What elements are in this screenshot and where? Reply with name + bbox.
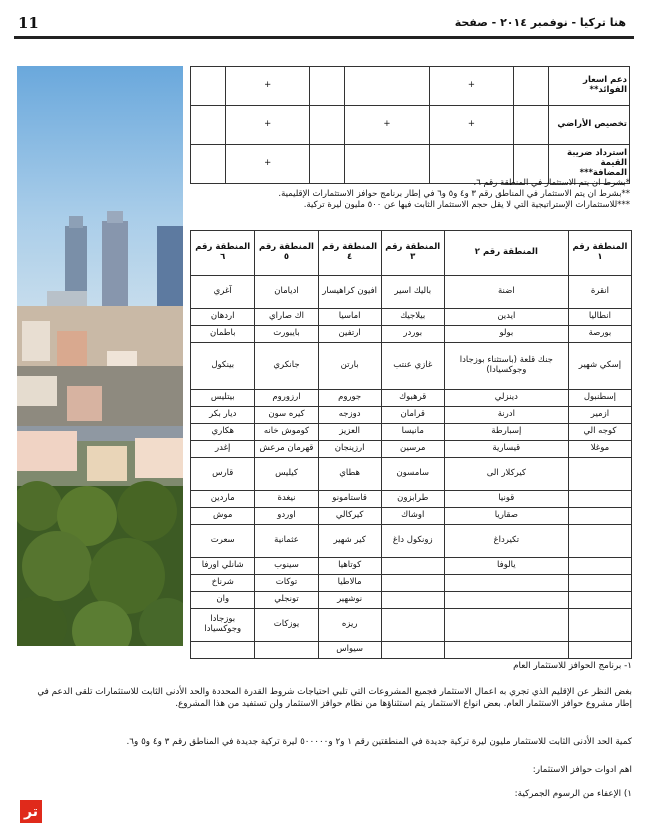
section-heading: ١- برنامج الحوافز للاستثمار العام [513,661,632,671]
table-cell: قونيا [444,491,568,508]
table-row [191,441,632,458]
table-cell: تكيرداغ [444,525,568,558]
table-cell: بوزجادا وجوكسيادا [191,609,255,642]
table-cell: اضنة [444,276,568,309]
table-cell: ازمير [568,407,631,424]
table-cell [568,491,631,508]
column-header: المنطقة رقم ١ [568,231,631,276]
table-cell: إسكي شهير [568,343,631,390]
table-cell: بيتليس [191,390,255,407]
table-row [191,326,632,343]
table-cell: وان [191,592,255,609]
row-label: دعم اسعار الفوائد** [549,67,630,106]
table-cell: كيليس [255,458,318,491]
table-cell [381,558,444,575]
table-cell: شانلي اورفا [191,558,255,575]
table-cell: ارزوروم [255,390,318,407]
table-cell: + [429,106,513,145]
table-cell: طرابزون [381,491,444,508]
table-cell: بولو [444,326,568,343]
column-header: المنطقة رقم ٤ [318,231,381,276]
table-cell: العزيز [318,424,381,441]
footnotes [190,178,630,211]
table-cell: اماسيا [318,309,381,326]
table-cell: دينزلي [444,390,568,407]
table-cell: قيسارية [444,441,568,458]
table-cell: مرسين [381,441,444,458]
table-cell: كيره سون [255,407,318,424]
table-cell: انطاليا [568,309,631,326]
table-cell [191,642,255,659]
table-cell: كوجه الي [568,424,631,441]
table-cell: بيلاجيك [381,309,444,326]
table-row [191,642,632,659]
table-cell [444,592,568,609]
istanbul-skyline-photo [17,66,183,646]
table-cell: جوروم [318,390,381,407]
table-cell: إغدر [191,441,255,458]
table-row [191,407,632,424]
table-cell: موش [191,508,255,525]
column-header: المنطقة رقم ٥ [255,231,318,276]
table-cell [191,67,226,106]
regions-table [190,230,632,659]
incentives-table [190,66,630,184]
table-cell: ارتفين [318,326,381,343]
table-cell: قاستامونو [318,491,381,508]
table-cell: افيون كراهيسار [318,276,381,309]
table-row [191,558,632,575]
column-header: المنطقة رقم ٦ [191,231,255,276]
table-cell: سعرت [191,525,255,558]
table-cell: ماردين [191,491,255,508]
table-cell: سينوب [255,558,318,575]
table-cell [345,67,429,106]
paragraph: كمية الحد الأدنى الثابت للاستثمار مليون ليرة تركية جديدة في المنطقتين رقم ١ و٢ و٥٠٠٠٠٠ ليرة تركية جديدة في المناطق رقم ٣ و٤ و٥ و٦. [126,737,632,747]
table-cell: + [345,106,429,145]
column-header: المنطقة رقم ٣ [381,231,444,276]
table-row [191,309,632,326]
table-cell: باليك اسير [381,276,444,309]
table-cell: غازي عنتب [381,343,444,390]
table-cell: كيركلار الى [444,458,568,491]
table-row [191,67,630,106]
table-cell: كيركالي [318,508,381,525]
table-cell [514,106,549,145]
table-cell [568,558,631,575]
table-row [191,592,632,609]
table-row [191,276,632,309]
table-cell: جنك قلعة (باستثناء بوزجادا وجوكسيادا) [444,343,568,390]
table-cell: باطمان [191,326,255,343]
table-cell: نيغدة [255,491,318,508]
table-cell: مانيسا [381,424,444,441]
table-cell: تونجلي [255,592,318,609]
table-cell [381,575,444,592]
table-cell: نوشهير [318,592,381,609]
header-title: هنا تركيا - نوفمبر ٢٠١٤ - صفحة [454,16,626,29]
row-label: تخصيص الأراضي [549,106,630,145]
table-cell: قرامان [381,407,444,424]
table-cell: اردهان [191,309,255,326]
table-cell: إسبارطة [444,424,568,441]
table-cell: مالاطيا [318,575,381,592]
table-cell [191,106,226,145]
table-cell: ارزينجان [318,441,381,458]
table-cell: اوردو [255,508,318,525]
table-cell: كوموش خانه [255,424,318,441]
table-cell: جانكري [255,343,318,390]
table-cell: هطاي [318,458,381,491]
table-cell: بورصة [568,326,631,343]
table-row [191,575,632,592]
table-cell [568,592,631,609]
table-cell [310,67,345,106]
table-cell [310,106,345,145]
column-header: المنطقة رقم ٢ [444,231,568,276]
table-cell [514,67,549,106]
table-cell: بينكول [191,343,255,390]
table-header-row [191,231,632,276]
table-row [191,458,632,491]
paragraph: اهم ادوات حوافز الاستثمار: [532,765,632,775]
table-cell: + [225,106,309,145]
table-row [191,343,632,390]
table-cell: انقرة [568,276,631,309]
table-cell: قرهبوك [381,390,444,407]
magazine-logo: تر [20,800,42,823]
table-cell [381,592,444,609]
table-cell: اك صاراي [255,309,318,326]
page-number: 11 [18,14,39,32]
table-cell: ايدين [444,309,568,326]
table-row [191,609,632,642]
paragraph: بغض النظر عن الإقليم الذي تجري به اعمال الاستثمار فجميع المشروعات التي تلبي احتياجات شروط القدرة المحددة والحد الأدنى الثابت للاستثمارات تلقى الدعم في إطار مشروع حوافز الاستثمار العام. بعض انواع الاستثمار يتم استثناؤها من نظام حوافز الاستثمار ولن تستفيد من هذا المشروع. [37,687,632,709]
table-cell: اديامان [255,276,318,309]
table-row [191,491,632,508]
table-cell [444,609,568,642]
footnote: *بشرط ان يتم الاستثمار في المنطقة رقم ٦. [473,178,630,188]
table-cell: إسطنبول [568,390,631,407]
paragraph: ١) الإعفاء من الرسوم الجمركية: [514,789,632,799]
table-cell [444,642,568,659]
table-cell [381,642,444,659]
table-cell: كير شهير [318,525,381,558]
footnote: **بشرط ان يتم الاستثمار في المناطق رقم ٣ و٤ و٥ و٦ في إطار برنامج حوافز الاستثمارات الإقليمية. [278,189,630,199]
table-cell [568,609,631,642]
table-cell: ريزه [318,609,381,642]
table-cell: موغلا [568,441,631,458]
table-cell [568,508,631,525]
table-cell: كوتاهيا [318,558,381,575]
table-cell [568,575,631,592]
table-cell: توكات [255,575,318,592]
table-cell: آغري [191,276,255,309]
table-cell: دوزجه [318,407,381,424]
table-cell: صقاريا [444,508,568,525]
table-cell: ديار بكر [191,407,255,424]
table-row [191,390,632,407]
table-cell: زونكول داغ [381,525,444,558]
table-cell: سيواس [318,642,381,659]
table-cell [255,642,318,659]
table-cell: اوشاك [381,508,444,525]
table-cell: + [429,67,513,106]
table-cell: بايبورت [255,326,318,343]
table-cell: + [225,145,309,184]
table-cell [381,609,444,642]
table-cell: قارس [191,458,255,491]
table-cell: قهرمان مرعش [255,441,318,458]
table-row [191,508,632,525]
footnote: ***للاستثمارات الإستراتيجية التي لا يقل حجم الاستثمار الثابت فيها عن ٥٠٠ مليون ليرة تركية. [303,200,630,210]
table-cell [444,575,568,592]
table-cell: هكاري [191,424,255,441]
row-label: استرداد ضريبة القيمة المضافة*** [549,145,630,184]
table-cell: عثمانية [255,525,318,558]
table-cell: بوردر [381,326,444,343]
table-cell: سامسون [381,458,444,491]
table-row [191,106,630,145]
table-cell [568,458,631,491]
page-header [14,8,634,39]
table-row [191,525,632,558]
table-cell [568,525,631,558]
table-row [191,424,632,441]
table-cell: ادرنة [444,407,568,424]
table-cell: شرناخ [191,575,255,592]
table-cell [568,642,631,659]
table-cell: + [225,67,309,106]
table-cell: بارتن [318,343,381,390]
table-cell: يالوفا [444,558,568,575]
table-cell: يوزكات [255,609,318,642]
